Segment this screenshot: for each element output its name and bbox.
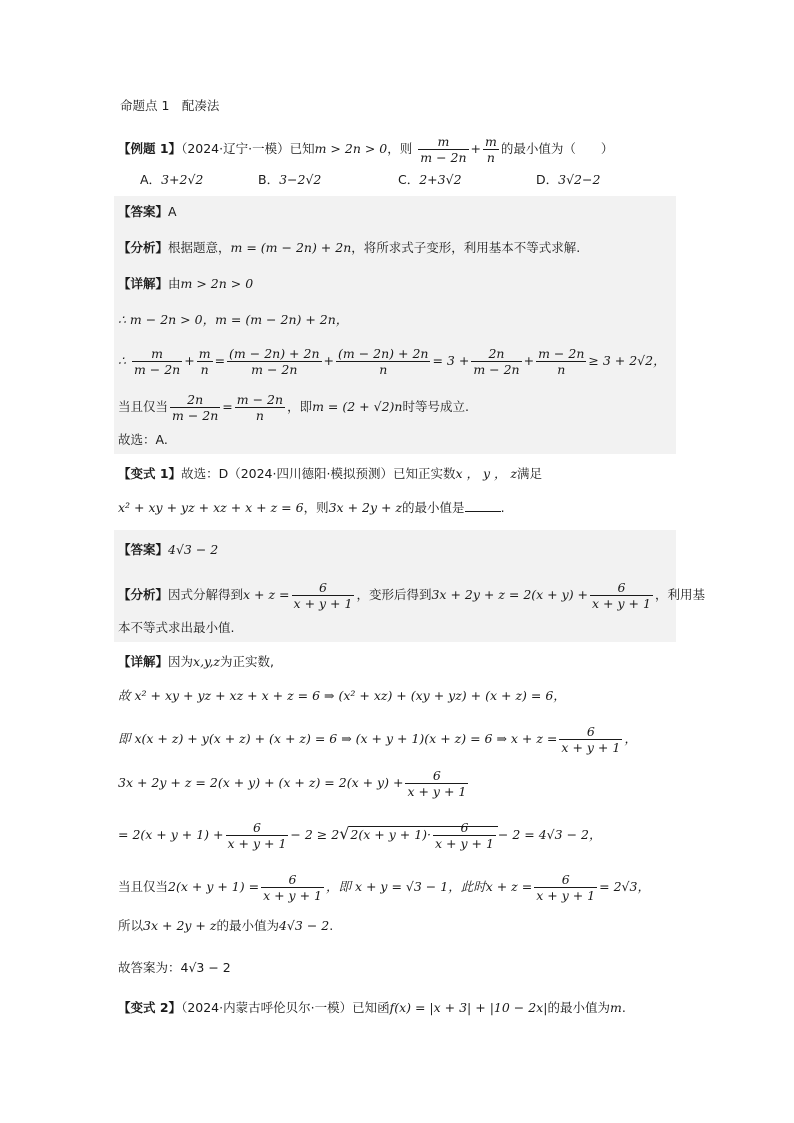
- variant-1-detail: 【详解】因为x,y,z为正实数,: [118, 654, 274, 669]
- variant-1-d3: 3x + 2y + z = 2(x + y) + (x + z) = 2(x + y) + $\frac{6}{x + y + 1}$: [118, 768, 467, 799]
- example-1-stem: 【例题 1】（2024·辽宁·一模）已知m > 2n > 0，则 $\frac{m}{m - 2n}$ + $\frac{m}{n}$ 的最小值为（ ）: [118, 134, 614, 165]
- example-1-detail-1: 【详解】由m > 2n > 0: [118, 276, 254, 291]
- option-a: A．3+2√2: [140, 172, 204, 187]
- example-1-tag: 【例题 1】: [118, 141, 182, 156]
- example-1-analysis: 【分析】根据题意，m = (m − 2n) + 2n，将所求式子变形，利用基本不等式求解.: [118, 240, 581, 255]
- variant-1-d5: 当且仅当2(x + y + 1) = $\frac{6}{x + y + 1}$ ，即 x + y = √3 − 1，此时x + z = $\frac{6}{x + y + 1}$ = 2√3，: [118, 872, 650, 903]
- fill-blank: [465, 499, 501, 512]
- variant-1-d1: 故 x² + xy + yz + xz + x + z = 6 ⇒ (x² + xz) + (xy + yz) + (x + z) = 6，: [118, 688, 566, 703]
- option-b: B．3−2√2: [258, 172, 322, 187]
- variant-1-stem-2: x² + xy + yz + xz + x + z = 6，则3x + 2y + z的最小值是 .: [118, 500, 505, 515]
- variant-1-final: 故答案为：4√3 − 2: [118, 960, 231, 975]
- variant-1-answer: 【答案】4√3 − 2: [118, 542, 219, 557]
- variant-1-d4: = 2(x + y + 1) + $\frac{6}{x + y + 1}$ − 2 ≥ 2√2(x + y + 1)· $\frac{6}{x + y + 1}$ − 2 = 4√3 − 2，: [118, 820, 602, 851]
- example-1-answer: 【答案】A: [118, 204, 177, 219]
- variant-1-d6: 所以3x + 2y + z的最小值为4√3 − 2.: [118, 918, 334, 933]
- option-d: D．3√2−2: [536, 172, 601, 187]
- variant-1-d2: 即 x(x + z) + y(x + z) + (x + z) = 6 ⇒ (x + y + 1)(x + z) = 6 ⇒ x + z = $\frac{6}{x + y + 1}$ ，: [118, 724, 637, 755]
- example-1-source: （2024·辽宁·一模）: [181, 141, 290, 156]
- option-c: C．2+3√2: [398, 172, 462, 187]
- variant-1-analysis: 【分析】因式分解得到x + z = $\frac{6}{x + y + 1}$ ，变形后得到3x + 2y + z = 2(x + y) + $\frac{6}{x + y + 1}$ ，利用基: [118, 580, 705, 611]
- example-1-detail-2: ∴ m − 2n > 0，m = (m − 2n) + 2n，: [118, 312, 349, 327]
- variant-1-stem: 【变式 1】故选：D（2024·四川德阳·模拟预测）已知正实数x ， y ， z满足: [118, 466, 543, 481]
- example-1-detail-4: 当且仅当 $\frac{2n}{m - 2n}$ = $\frac{m - 2n}{n}$ ，即m = (2 + √2)n时等号成立.: [118, 392, 469, 423]
- variant-2-stem: 【变式 2】（2024·内蒙古呼伦贝尔·一模）已知函f(x) = |x + 3| + |10 − 2x|的最小值为m.: [118, 1000, 626, 1015]
- example-1-choose: 故选：A.: [118, 432, 168, 447]
- fraction: $\frac{m}{m - 2n}$: [420, 134, 467, 165]
- topic-heading: 命题点 1 配凑法: [120, 98, 220, 113]
- variant-1-analysis-2: 本不等式求出最小值.: [118, 620, 235, 635]
- example-1-detail-3: ∴ $\frac{m}{m - 2n}$ + $\frac{m}{n}$ = $\frac{(m - 2n) + 2n}{m - 2n}$ + $\frac{(m - 2n) + 2n}{n}$ = 3 + $\frac{2n}{m - 2n}$ + $\frac{m - 2n}{n}$ ≥ 3 + 2√2，: [118, 346, 666, 377]
